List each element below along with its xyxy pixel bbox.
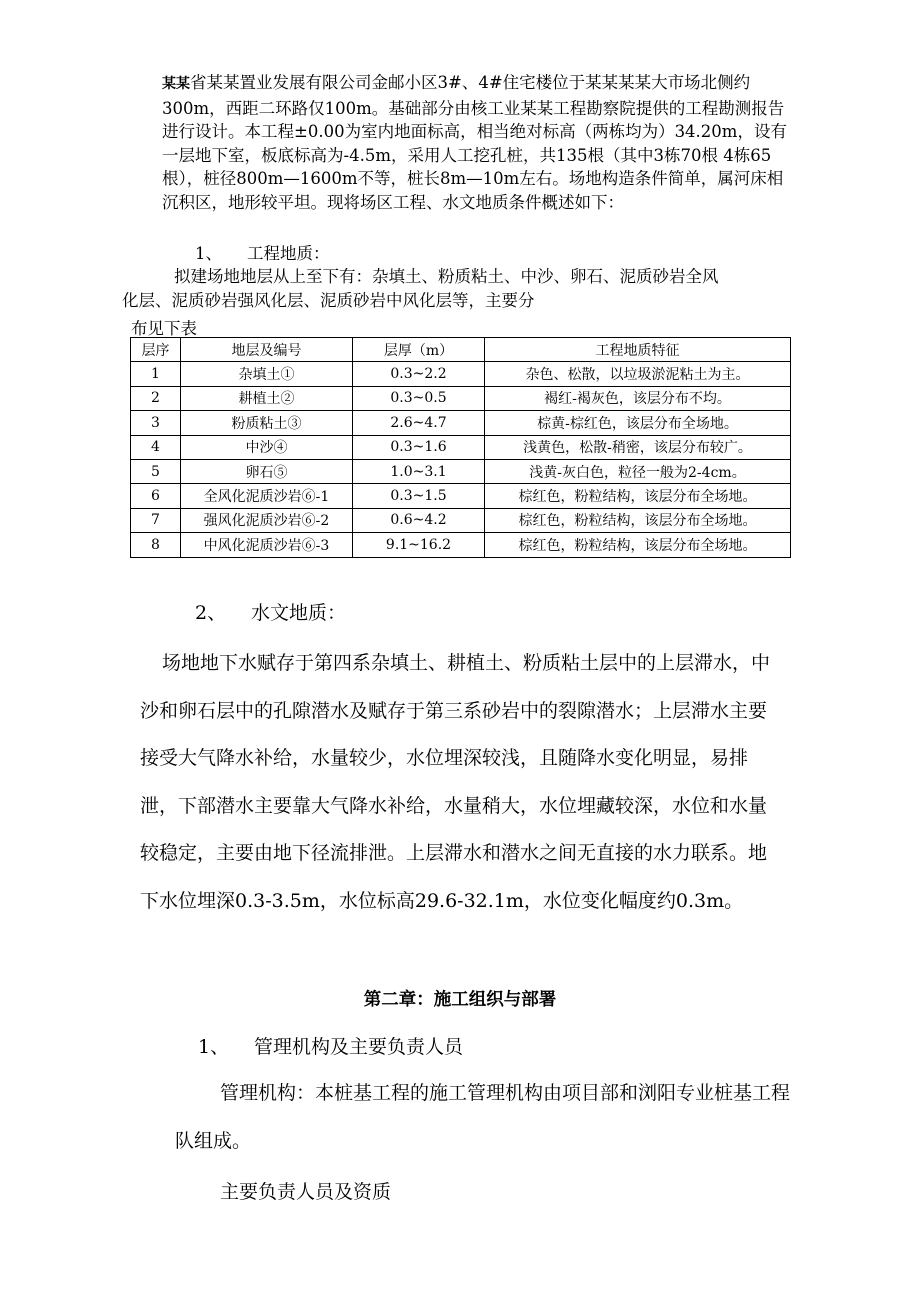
table-cell: 中沙④	[181, 435, 353, 459]
table-cell: 褐红-褐灰色，该层分布不均。	[485, 386, 791, 410]
header-cell: 层厚（m）	[353, 338, 485, 362]
table-row	[131, 435, 791, 459]
table-cell: 2	[131, 386, 181, 410]
table-cell: 1	[131, 362, 181, 386]
table-caption: 布见下表	[131, 319, 197, 338]
table-cell: 卵石⑤	[181, 459, 353, 483]
table-row	[131, 459, 791, 483]
table-cell: 杂填土①	[181, 362, 353, 386]
header-cell: 工程地质特征	[485, 338, 791, 362]
table-cell: 7	[131, 508, 181, 532]
section-engineering-geology	[195, 240, 330, 264]
table-cell: 强风化泥质沙岩⑥-2	[181, 508, 353, 532]
table-cell: 粉质粘土③	[181, 411, 353, 435]
table-cell: 浅黄-灰白色，粒径一般为2-4cm。	[485, 459, 791, 483]
layers-intro	[122, 265, 798, 312]
table-cell: 2.6~4.7	[353, 411, 485, 435]
layers-intro-line1: 拟建场地地层从上至下有：杂填土、粉质粘土、中沙、卵石、泥质砂岩全风	[174, 267, 719, 286]
table-cell: 0.3~1.6	[353, 435, 485, 459]
header-cell: 地层及编号	[181, 338, 353, 362]
table-cell: 棕红色，粉粒结构，该层分布全场地。	[485, 533, 791, 557]
table-cell: 棕红色，粉粒结构，该层分布全场地。	[485, 484, 791, 508]
section-number: 1、	[195, 244, 222, 263]
table-cell: 棕红色，粉粒结构，该层分布全场地。	[485, 508, 791, 532]
geology-table	[130, 337, 791, 558]
section-title: 管理机构及主要负责人员	[254, 1036, 464, 1058]
section-number: 1、	[198, 1036, 230, 1058]
table-cell: 5	[131, 459, 181, 483]
table-row	[131, 411, 791, 435]
table-cell: 6	[131, 484, 181, 508]
table-cell: 中风化泥质沙岩⑥-3	[181, 533, 353, 557]
table-cell: 0.3~2.2	[353, 362, 485, 386]
section-management	[198, 1032, 463, 1059]
section-hydrogeology	[195, 598, 346, 625]
intro-paragraph	[162, 71, 787, 214]
table-row	[131, 362, 791, 386]
table-cell: 杂色、松散，以垃圾淤泥粘土为主。	[485, 362, 791, 386]
hydro-paragraph: 场地地下水赋存于第四系杂填土、耕植土、粉质粘土层中的上层滞水，中沙和卵石层中的孔隙潜水及赋存于第三系砂岩中的裂隙潜水；上层滞水主要接受大气降水补给，水量较少，水位埋深较浅，且随降水变化明显，易排泄，下部潜水主要靠大气降水补给，水量稍大，水位埋藏较深，水位和水量较稳定，主要由地下径流排泄。上层滞水和潜水之间无直接的水力联系。地下水位埋深0.3-3.5m，水位标高29.6-32.1m，水位变化幅度约0.3m。	[140, 652, 771, 912]
table-cell: 1.0~3.1	[353, 459, 485, 483]
table-cell: 4	[131, 435, 181, 459]
chapter-title: 第二章：施工组织与部署	[363, 990, 557, 1010]
section-title: 工程地质：	[247, 244, 330, 263]
intro-text: 省某某置业发展有限公司金邮小区3#、4#住宅楼位于某某某某大市场北侧约300m，西距二环路仅100m。基础部分由核工业某某工程勘察院提供的工程勘测报告进行设计。本工程±0.00为室内地面标高，相当绝对标高（两栋均为）34.20m，设有一层地下室，板底标高为-4.5m，采用人工挖孔桩，共135根（其中3栋70根 4栋65根），桩径800m—1600m不等，桩长8m—10m左右。场地构造条件简单，属河床相沉积区，地形较平坦。现将场区工程、水文地质条件概述如下：	[162, 73, 787, 212]
table-row	[131, 508, 791, 532]
layers-intro-line2: 化层、泥质砂岩强风化层、泥质砂岩中风化层等，主要分	[122, 290, 535, 310]
table-cell: 9.1~16.2	[353, 533, 485, 557]
table-cell: 棕黄-棕红色，该层分布全场地。	[485, 411, 791, 435]
table-row	[131, 484, 791, 508]
table-cell: 浅黄色，松散-稍密，该层分布较广。	[485, 435, 791, 459]
table-cell: 3	[131, 411, 181, 435]
table-cell: 0.3~1.5	[353, 484, 485, 508]
table-cell: 0.6~4.2	[353, 508, 485, 532]
section-title: 水文地质：	[251, 602, 347, 624]
table-row	[131, 386, 791, 410]
table-cell: 0.3~0.5	[353, 386, 485, 410]
table-cell: 8	[131, 533, 181, 557]
header-cell: 层序	[131, 338, 181, 362]
table-cell: 全风化泥质沙岩⑥-1	[181, 484, 353, 508]
mgmt-staff-heading: 主要负责人员及资质	[220, 1181, 392, 1203]
table-header-row	[131, 338, 791, 362]
section-number: 2、	[195, 602, 227, 624]
table-row	[131, 533, 791, 557]
intro-prefix: 某某	[162, 77, 190, 92]
table-cell: 耕植土②	[181, 386, 353, 410]
mgmt-paragraph: 管理机构：本桩基工程的施工管理机构由项目部和浏阳专业桩基工程队组成。	[175, 1082, 791, 1152]
